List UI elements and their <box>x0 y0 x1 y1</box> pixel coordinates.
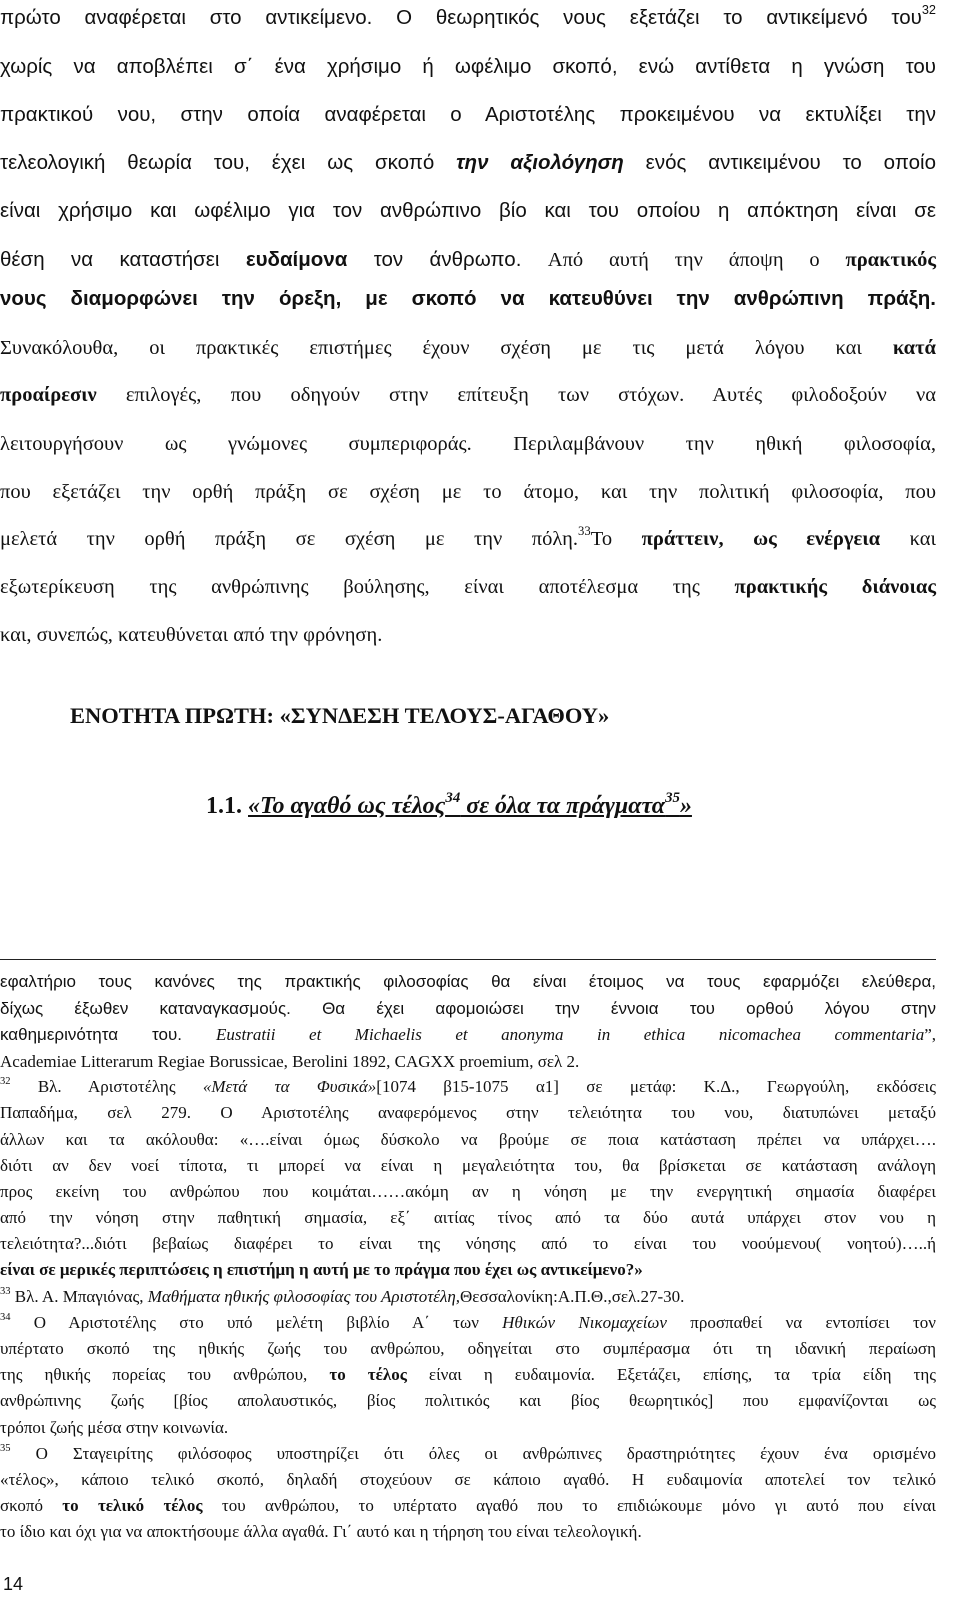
body-text: είναι χρήσιμο και ωφέλιμο για τον ανθρώπινο βίο και του οποίου η απόκτηση είναι σε <box>0 199 936 222</box>
footnote-ref[interactable]: 33 <box>578 524 591 539</box>
body-text: που εξετάζει την ορθή πράξη σε σχέση με το άτομο, και την πολιτική φιλοσοφία, που <box>0 481 936 503</box>
body-line <box>0 199 936 223</box>
footnote-text: εφαλτήριο τους κανόνες της πρακτικής φιλοσοφίας θα είναι έτοιμος να τους εφαρμόζει ελεύθερα, <box>0 972 936 991</box>
footnote-text: Eustratii et Michaelis et anonyma in ethica nicomachea commentaria <box>215 1025 925 1044</box>
footnote-line <box>0 1418 936 1438</box>
body-line <box>0 383 936 407</box>
body-text: χωρίς να αποβλέπει σ΄ ένα χρήσιμο ή ωφέλιμο σκοπό, ενώ αντίθετα η γνώση του <box>0 55 936 78</box>
footnote-ref[interactable]: 33 <box>0 1286 11 1298</box>
footnote-text: Academiae Litterarum Regiae Borussicae, Berolini 1892, CAGXX proemium, σελ 2. <box>0 1052 580 1071</box>
footnote-line <box>0 1470 936 1490</box>
body-line <box>0 248 936 272</box>
footnote-ref-35[interactable]: 35 <box>665 789 680 806</box>
footnote-text: Παπαδήμα, σελ 279. Ο Αριστοτέλης αναφερόμενος στην τελειότητα του νου, διατυπώνει μεταξύ <box>0 1103 936 1122</box>
body-text: ενός αντικειμένου το οποίο <box>623 151 936 174</box>
footnote-ref[interactable]: 32 <box>921 2 936 18</box>
footnote-line <box>0 1339 936 1359</box>
body-line <box>0 55 936 79</box>
body-line <box>0 2 936 32</box>
footnote-line <box>0 1444 936 1467</box>
body-line <box>0 103 936 127</box>
body-line <box>0 336 936 360</box>
subsection-title: «Το αγαθό ως τέλος$^{34}$ σε όλα τα πράγματα$^{35}$» <box>248 789 692 819</box>
body-text: νους διαμορφώνει την όρεξη, με σκοπό να κατευθύνει την ανθρώπινη πράξη. <box>0 287 936 310</box>
footnote-text: «Μετά τα Φυσικά» <box>202 1077 377 1096</box>
footnote-text: Βλ. Αριστοτέλης <box>10 1077 203 1096</box>
body-text: και, συνεπώς, κατευθύνεται από την φρόνηση. <box>0 624 383 646</box>
footnote-line <box>0 1234 936 1254</box>
footnote-line <box>0 1130 936 1150</box>
body-text: ευδαίμονα <box>245 248 348 271</box>
footnote-line <box>0 1052 936 1072</box>
footnote-text: προς εκείνη του ανθρώπου που κοιμάται……ακόμη αν η νόηση με την ενεργητική σημασία διαφέρει <box>0 1182 936 1201</box>
footnote-text: «τέλος», κάποιο τελικό σκοπό, δηλαδή στοχεύουν σε κάποιο αγαθό. Η ευδαιμονία αποτελεί τον τελικό <box>0 1470 936 1489</box>
body-text: μελετά την ορθή πράξη σε σχέση με την πόλη. <box>0 528 579 550</box>
footnote-ref[interactable]: 32 <box>0 1076 11 1088</box>
footnote-text: Ηθικών Νικομαχείων <box>502 1313 667 1332</box>
footnote-text: τρόποι ζωής μέσα στην κοινωνία. <box>0 1418 229 1437</box>
body-text: τον άνθρωπο. <box>347 248 548 271</box>
footnote-line <box>0 1182 936 1202</box>
footnote-text: καθημερινότητα του. <box>0 1025 216 1044</box>
footnote-text: Ο Αριστοτέλης στο υπό μελέτη βιβλίο Α΄ των <box>10 1313 503 1332</box>
footnote-text: τελειότητα?...διότι βεβαίως διαφέρει το είναι της νόησης από το είναι του νοούμενου( νοητού)…..ή <box>0 1234 936 1253</box>
body-line <box>0 432 936 456</box>
footnote-line <box>0 1313 936 1336</box>
body-text: πρακτικής διάνοιας <box>734 576 936 598</box>
body-text: επιλογές, που οδηγούν στην επίτευξη των στόχων. Αυτές φιλοδοξούν να <box>96 384 936 406</box>
body-line <box>0 287 936 311</box>
footnote-text: είναι η ευδαιμονία. Εξετάζει, επίσης, τα τρία είδη της <box>406 1365 936 1384</box>
body-line <box>0 151 936 175</box>
footnote-line <box>0 1156 936 1176</box>
page-number: 14 <box>3 1574 24 1594</box>
body-text: πρακτικός <box>845 249 937 271</box>
subsection-number: 1.1. <box>206 793 242 819</box>
footnote-text: της ηθικής πορείας του ανθρώπου, <box>0 1365 330 1384</box>
body-line <box>0 524 936 553</box>
footnote-line <box>0 1287 936 1310</box>
body-text: προαίρεσιν <box>0 384 97 406</box>
footnote-line <box>0 1496 936 1516</box>
footnote-ref[interactable]: 35 <box>0 1443 11 1455</box>
footnote-separator <box>0 959 936 960</box>
footnote-text: δίχως έξωθεν καταναγκασμούς. Θα έχει αφομοιώσει την έννοια του ορθού λόγου στην <box>0 999 936 1018</box>
body-text: Από αυτή την άποψη ο <box>547 249 846 271</box>
footnote-text: το ίδιο και όχι για να αποκτήσουμε άλλα αγαθά. Γι΄ αυτό και η τήρηση του είναι τελεολογική. <box>0 1522 642 1541</box>
footnote-text: διότι αν δεν νοεί τίποτα, τι μπορεί να είναι η μεγαλειότητα του, θα βρίσκεται σε κατάσταση ανάλογη <box>0 1156 936 1175</box>
footnote-text: ανθρώπινης ζωής [βίος απολαυστικός, βίος πολιτικός και βίος θεωρητικός] που εμφανίζονται ως <box>0 1391 936 1410</box>
footnote-text: προσπαθεί να εντοπίσει τον <box>666 1313 936 1332</box>
footnote-line <box>0 1365 936 1385</box>
footnote-text: άλλων και τα ακόλουθα: «….είναι όμως δύσκολο να βρούμε σε ποια κατάσταση πρέπει να υπάρχει…. <box>0 1130 936 1149</box>
footnote-line <box>0 1522 936 1542</box>
body-line <box>0 623 936 647</box>
footnote-text: Θεσσαλονίκη:Α.Π.Θ.,σελ.27-30. <box>460 1287 685 1306</box>
footnote-text: είναι σε μερικές περιπτώσεις η επιστήμη η αυτή με το πράγμα που έχει ως αντικείμενο?» <box>0 1260 643 1279</box>
body-text: τελεολογική θεωρία του, έχει ως σκοπό <box>0 151 457 174</box>
body-line <box>0 575 936 599</box>
footnote-line <box>0 1208 936 1228</box>
subsection-heading <box>206 789 692 820</box>
body-text: λειτουργήσουν ως γνώμονες συμπεριφοράς. Περιλαμβάνουν την ηθική φιλοσοφία, <box>0 433 936 455</box>
footnote-line <box>0 1260 936 1280</box>
footnote-text: σκοπό <box>0 1496 63 1515</box>
footnote-text: υπέρτατο σκοπό της ηθικής ζωής του ανθρώπου, οδηγείται στο συμπέρασμα ότι τη ιδανική περαίωση <box>0 1339 936 1358</box>
footnote-text: Βλ. Α. Μπαγιόνας, <box>10 1287 148 1306</box>
footnote-ref-34[interactable]: 34 <box>445 789 461 806</box>
body-text: την αξιολόγηση <box>456 151 624 174</box>
footnote-text: από την νόηση στην παθητική σημασία, εξ΄ αιτίας τίνος από τα δύο αυτά υπάρχει στον νου η <box>0 1208 936 1227</box>
footnote-line <box>0 1103 936 1123</box>
footnote-ref[interactable]: 34 <box>0 1312 11 1324</box>
body-text: Συνακόλουθα, οι πρακτικές επιστήμες έχουν σχέση με τις μετά λόγου και <box>0 337 893 359</box>
footnote-line <box>0 1391 936 1411</box>
body-text: κατά <box>892 337 936 359</box>
body-text: πρώτο αναφέρεται στο αντικείμενο. Ο θεωρητικός νους εξετάζει το αντικείμενό του <box>0 6 922 29</box>
footnote-text: [1074 β15-1075 α1] σε μετάφ: Κ.Δ., Γεωργούλη, εκδόσεις <box>376 1077 936 1096</box>
footnote-text: του ανθρώπου, το υπέρτατο αγαθό που το επιδιώκουμε μόνο γι αυτό που είναι <box>202 1496 936 1515</box>
body-line <box>0 480 936 504</box>
footnote-text: το τελικό τέλος <box>62 1496 203 1515</box>
body-text: Το <box>590 528 642 550</box>
body-text: πρακτικού νου, στην οποία αναφέρεται ο Αριστοτέλης προκειμένου να εκτυλίξει την <box>0 103 936 126</box>
footnote-text: Ο Σταγειρίτης φιλόσοφος υποστηρίζει ότι όλες οι ανθρώπινες δραστηριότητες έχουν ένα ορισμένο <box>10 1444 936 1463</box>
footnote-line <box>0 972 936 992</box>
footnote-text: ”, <box>924 1025 936 1044</box>
body-text: πράττειν, ως ενέργεια <box>641 528 881 550</box>
footnote-line <box>0 1025 936 1045</box>
body-text: και <box>880 528 936 550</box>
footnote-text: Μαθήματα ηθικής φιλοσοφίας του Αριστοτέλη, <box>147 1287 461 1306</box>
body-text: εξωτερίκευση της ανθρώπινης βούλησης, είναι αποτέλεσμα της <box>0 576 735 598</box>
body-text: θέση να καταστήσει <box>0 248 246 271</box>
footnote-line <box>0 1077 936 1100</box>
section-heading: ΕΝΟΤΗΤΑ ΠΡΩΤΗ: «ΣΥΝΔΕΣΗ ΤΕΛΟΥΣ-ΑΓΑΘΟΥ» <box>70 703 610 728</box>
footnote-line <box>0 999 936 1019</box>
footnote-text: το τέλος <box>329 1365 407 1384</box>
